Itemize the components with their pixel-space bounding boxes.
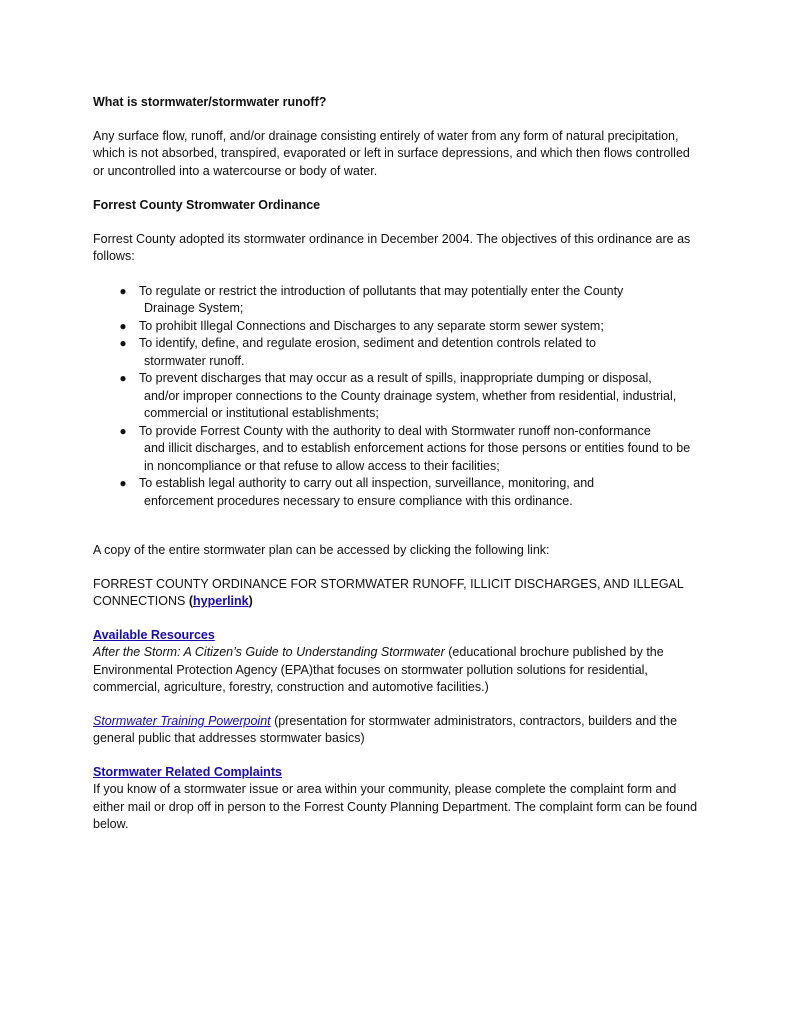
training-powerpoint-label: Stormwater Training Powerpoint <box>93 713 271 728</box>
list-item-text: To identify, define, and regulate erosion, sediment and detention controls related to <box>139 336 597 350</box>
list-item-continuation: stormwater runoff. <box>144 353 245 368</box>
complaints-link[interactable]: Stormwater Related Complaints <box>93 764 282 779</box>
bullet-icon: ● <box>119 336 127 350</box>
guide-title: After the Storm: A Citizen’s Guide to Understanding Stormwater <box>93 645 445 659</box>
list-item <box>117 318 703 336</box>
plan-title-line <box>93 576 703 611</box>
paren-close: ) <box>248 594 253 608</box>
copy-text: A copy of the entire stormwater plan can be accessed by clicking the following link: <box>93 543 550 557</box>
bullet-icon: ● <box>119 283 127 298</box>
list-item-text: To establish legal authority to carry out all inspection, surveillance, monitoring, and <box>139 476 595 490</box>
ordinance-intro: Forrest County adopted its stormwater ordinance in December 2004. The objectives of this ordinance are as follows: <box>93 231 691 263</box>
document-page <box>93 94 703 834</box>
list-item <box>117 335 703 370</box>
complaints-body: If you know of a stormwater issue or area within your community, please complete the complaint form and either mail or drop off in person to the Forrest County Planning Department. The complaint form can be found below. <box>93 782 698 831</box>
list-item-continuation: enforcement procedures necessary to ensure compliance with this ordinance. <box>144 493 573 508</box>
list-item-continuation: Drainage System; <box>144 301 244 315</box>
intro-heading: What is stormwater/stormwater runoff? <box>93 95 327 109</box>
list-item-text: To prevent discharges that may occur as a result of spills, inappropriate dumping or disposal, <box>139 371 652 385</box>
bullet-icon: ● <box>119 318 127 333</box>
plan-hyperlink[interactable]: hyperlink <box>193 594 249 608</box>
list-item-text: To prohibit Illegal Connections and Discharges to any separate storm sewer system; <box>139 318 604 333</box>
bullet-icon: ● <box>119 371 127 385</box>
list-item-text: To regulate or restrict the introduction of pollutants that may potentially enter the County <box>139 283 624 298</box>
list-item <box>117 283 703 318</box>
guide-description: (educational brochure published by the Environmental Protection Agency (EPA)that focuses on stormwater pollution solutions for residential, commercial, agriculture, forestry, construction and automotive facilities.) <box>93 645 664 694</box>
plan-title: FORREST COUNTY ORDINANCE FOR STORMWATER RUNOFF, ILLICIT DISCHARGES, AND ILLEGAL CONNECTIONS <box>93 576 684 608</box>
intro-body: Any surface flow, runoff, and/or drainage consisting entirely of water from any form of natural precipitation, which is not absorbed, transpired, evaporated or left in surface depressions, and which then flows controlled or uncontrolled into a watercourse or body of water. <box>93 128 690 178</box>
paren-open: ( <box>188 594 194 608</box>
bullet-icon: ● <box>119 423 127 438</box>
list-item <box>117 475 703 510</box>
training-paragraph <box>93 713 703 748</box>
bullet-icon: ● <box>119 476 127 490</box>
available-resources-link[interactable]: Available Resources <box>93 627 215 642</box>
training-description: (presentation for stormwater administrators, contractors, builders and the general public that addresses stormwater basics) <box>93 713 678 745</box>
list-item <box>117 370 703 423</box>
list-item <box>117 423 703 476</box>
objectives-list <box>93 283 703 511</box>
list-item-text: To provide Forrest County with the authority to deal with Stormwater runoff non-conformance <box>139 423 651 438</box>
training-powerpoint-link[interactable] <box>93 714 271 728</box>
ordinance-heading: Forrest County Stromwater Ordinance <box>93 198 321 212</box>
guide-paragraph <box>93 644 703 697</box>
list-item-continuation: and illicit discharges, and to establish enforcement actions for those persons or entities found to be in noncompliance or that refuse to allow access to their facilities; <box>144 441 691 473</box>
list-item-continuation: and/or improper connections to the County drainage system, whether from residential, industrial, commercial or institutional establishments; <box>144 388 677 420</box>
